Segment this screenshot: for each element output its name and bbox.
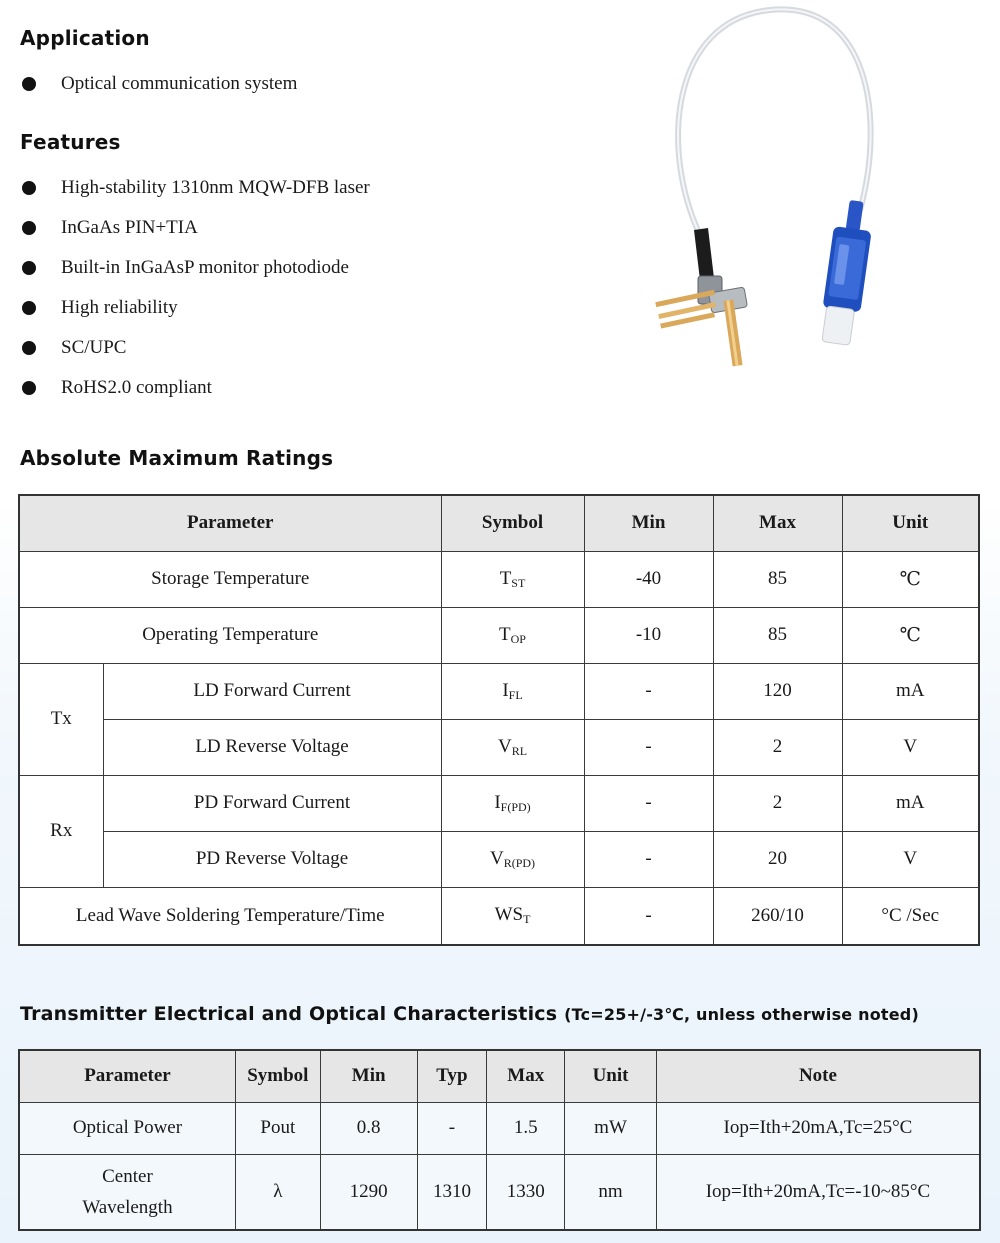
features-heading: Features xyxy=(20,130,121,154)
optical-transceiver-image xyxy=(640,0,900,380)
cell-note: Iop=Ith+20mA,Tc=25°C xyxy=(656,1102,980,1154)
cell-unit: ℃ xyxy=(842,551,979,607)
cell-min: - xyxy=(584,663,713,719)
list-item: RoHS2.0 compliant xyxy=(22,368,370,408)
list-item: InGaAs PIN+TIA xyxy=(22,208,370,248)
cell-symbol: λ xyxy=(235,1154,320,1230)
table-header-row xyxy=(19,495,979,551)
table-header-row xyxy=(19,1050,980,1102)
cell-unit: mA xyxy=(842,663,979,719)
bullet-icon xyxy=(22,261,36,275)
header-parameter: Parameter xyxy=(19,495,441,551)
cell-unit: ℃ xyxy=(842,607,979,663)
cell-parameter: LD Forward Current xyxy=(103,663,441,719)
cell-group-rx: Rx xyxy=(19,775,103,887)
cell-min: -40 xyxy=(584,551,713,607)
cell-typ: 1310 xyxy=(417,1154,487,1230)
cell-max: 85 xyxy=(713,551,842,607)
cell-max: 1330 xyxy=(487,1154,565,1230)
cell-min: - xyxy=(584,775,713,831)
cell-symbol: $I_{FL}$ xyxy=(441,663,584,719)
list-item: High reliability xyxy=(22,288,370,328)
cell-unit: mW xyxy=(565,1102,657,1154)
header-note: Note xyxy=(656,1050,980,1102)
cell-parameter: PD Forward Current xyxy=(103,775,441,831)
transmitter-characteristics-table xyxy=(18,1049,981,1231)
header-unit: Unit xyxy=(842,495,979,551)
cell-parameter: PD Reverse Voltage xyxy=(103,831,441,887)
list-item: High-stability 1310nm MQW-DFB laser xyxy=(22,168,370,208)
absolute-maximum-ratings-table xyxy=(18,494,980,946)
tx-char-heading: Transmitter Electrical and Optical Characteristics (Tc=25+/-3℃, unless otherwise noted) xyxy=(20,1003,919,1025)
table-row xyxy=(19,887,979,945)
header-parameter: Parameter xyxy=(19,1050,235,1102)
sc-connector xyxy=(818,198,876,346)
cell-symbol: $T_{OP}$ xyxy=(441,607,584,663)
cell-parameter: Optical Power xyxy=(19,1102,235,1154)
header-typ: Typ xyxy=(417,1050,487,1102)
bullet-icon xyxy=(22,77,36,91)
laser-module xyxy=(655,228,747,366)
cell-group-tx: Tx xyxy=(19,663,103,775)
bullet-icon xyxy=(22,221,36,235)
table-row xyxy=(19,663,979,719)
features-list xyxy=(22,168,370,408)
cell-symbol: $V_{R(PD)}$ xyxy=(441,831,584,887)
cell-min: - xyxy=(584,719,713,775)
cell-symbol: Pout xyxy=(235,1102,320,1154)
table-row xyxy=(19,607,979,663)
cell-symbol: $I_{F(PD)}$ xyxy=(441,775,584,831)
header-min: Min xyxy=(320,1050,417,1102)
cell-symbol: $T_{ST}$ xyxy=(441,551,584,607)
table-row xyxy=(19,719,979,775)
cell-min: 0.8 xyxy=(320,1102,417,1154)
list-item: Built-in InGaAsP monitor photodiode xyxy=(22,248,370,288)
cell-max: 120 xyxy=(713,663,842,719)
cell-parameter: LD Reverse Voltage xyxy=(103,719,441,775)
bullet-icon xyxy=(22,341,36,355)
bullet-icon xyxy=(22,181,36,195)
abs-max-heading: Absolute Maximum Ratings xyxy=(20,446,334,470)
application-heading: Application xyxy=(20,26,150,50)
tx-char-heading-note: (Tc=25+/-3℃, unless otherwise noted) xyxy=(564,1005,919,1024)
table-row xyxy=(19,775,979,831)
cell-max: 2 xyxy=(713,775,842,831)
header-symbol: Symbol xyxy=(235,1050,320,1102)
cell-parameter: Center Wavelength xyxy=(19,1154,235,1230)
cell-max: 20 xyxy=(713,831,842,887)
application-list xyxy=(22,64,297,104)
cell-max: 1.5 xyxy=(487,1102,565,1154)
table-row xyxy=(19,1154,980,1230)
cell-min: 1290 xyxy=(320,1154,417,1230)
cell-unit: V xyxy=(842,719,979,775)
header-unit: Unit xyxy=(565,1050,657,1102)
header-max: Max xyxy=(487,1050,565,1102)
header-max: Max xyxy=(713,495,842,551)
bullet-icon xyxy=(22,301,36,315)
list-item: SC/UPC xyxy=(22,328,370,368)
bullet-icon xyxy=(22,381,36,395)
cell-unit: V xyxy=(842,831,979,887)
cell-max: 260/10 xyxy=(713,887,842,945)
table-row xyxy=(19,1102,980,1154)
cell-parameter: Lead Wave Soldering Temperature/Time xyxy=(19,887,441,945)
list-item: Optical communication system xyxy=(22,64,297,104)
table-row xyxy=(19,551,979,607)
cell-unit: °C /Sec xyxy=(842,887,979,945)
table-row xyxy=(19,831,979,887)
cell-note: Iop=Ith+20mA,Tc=-10~85°C xyxy=(656,1154,980,1230)
cell-min: - xyxy=(584,887,713,945)
cell-min: -10 xyxy=(584,607,713,663)
cell-symbol: $WS_T$ xyxy=(441,887,584,945)
cell-symbol: $V_{RL}$ xyxy=(441,719,584,775)
header-symbol: Symbol xyxy=(441,495,584,551)
cell-unit: nm xyxy=(565,1154,657,1230)
cell-unit: mA xyxy=(842,775,979,831)
cell-max: 85 xyxy=(713,607,842,663)
cell-typ: - xyxy=(417,1102,487,1154)
header-min: Min xyxy=(584,495,713,551)
cell-parameter: Operating Temperature xyxy=(19,607,441,663)
cell-min: - xyxy=(584,831,713,887)
cell-parameter: Storage Temperature xyxy=(19,551,441,607)
cell-max: 2 xyxy=(713,719,842,775)
